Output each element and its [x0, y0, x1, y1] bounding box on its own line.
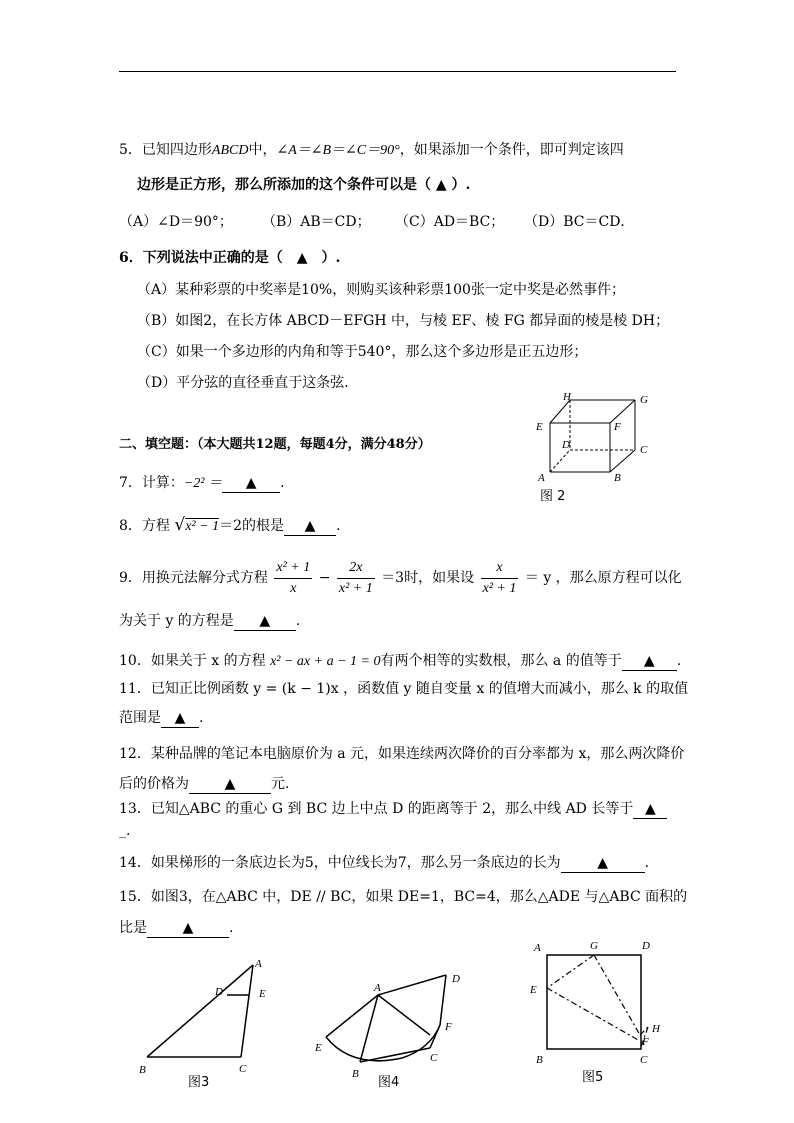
fig2-label-f: F — [614, 421, 621, 433]
q15-answer-blank[interactable]: ▲ — [147, 919, 229, 938]
figure-3-triangle — [135, 955, 275, 1075]
fig2-label-e: E — [536, 421, 543, 433]
q13-answer-blank[interactable]: ▲ — [633, 800, 667, 819]
fig3-label-d: D — [215, 986, 223, 998]
q6-option-b: （B）如图2，在长方体 ABCD－EFGH 中，与棱 EF、棱 FG 都异面的棱是棱 DH； — [137, 313, 670, 329]
q14: 14．如果梯形的一条底边长为5，中位线长为7，那么另一条底边的长为 ▲ . — [119, 855, 650, 871]
q8: 8．方程 √x² − 1＝2的根是 ▲ . — [119, 515, 341, 535]
fraction-3: $\frac{x}{\text{x² + 1}}$ — [482, 559, 517, 596]
fig3-label-a: A — [255, 958, 262, 970]
fig4-label-c: C — [430, 1052, 438, 1064]
fig4-label-a: A — [374, 982, 381, 994]
fig4-label-f: F — [445, 1021, 452, 1033]
q5-option-b: （B）AB＝CD； — [262, 214, 371, 230]
q12-answer-blank[interactable]: ▲ — [189, 775, 271, 794]
fig5-label-g: G — [590, 940, 598, 952]
q9-line2: 为关于 y 的方程是 ▲ . — [119, 613, 301, 629]
figure-2-cuboid — [530, 388, 660, 488]
q11-line1: 11．已知正比例函数 y = (k − 1)x ，函数值 y 随自变量 x 的值增大而减小，那么 k 的取值 — [119, 681, 689, 697]
q10-answer-blank[interactable]: ▲ — [622, 652, 677, 671]
q14-answer-blank[interactable]: ▲ — [561, 854, 645, 873]
figure-3-caption: 图3 — [188, 1075, 210, 1090]
fig3-label-e: E — [259, 988, 266, 1000]
q11-line2: 范围是 ▲ . — [119, 710, 204, 726]
q7: 7．计算：−2² ＝ ▲ . — [119, 475, 285, 491]
q15-line2: 比是 ▲ . — [119, 920, 234, 936]
figure-5-caption: 图5 — [582, 1070, 604, 1085]
fig5-label-d: D — [642, 940, 650, 952]
q5-option-a: （A）∠D＝90°； — [119, 214, 233, 230]
header-rule — [119, 71, 676, 72]
q10: 10．如果关于 x 的方程 x² − ax + a − 1 = 0有两个相等的实数根，那么 a 的值等于 ▲ . — [119, 653, 682, 669]
figure-2-caption: 图 2 — [540, 489, 566, 504]
q15-line1: 15．如图3，在△ABC 中，DE // BC，如果 DE=1，BC=4，那么△ADE 与△ABC 面积的 — [119, 889, 688, 905]
figure-4-caption: 图4 — [378, 1075, 400, 1090]
fig2-label-g: G — [640, 394, 648, 406]
fig3-label-c: C — [239, 1063, 247, 1075]
fig4-label-b: B — [352, 1068, 359, 1080]
q6-option-c: （C）如果一个多边形的内角和等于540°，那么这个多边形是正五边形； — [137, 344, 588, 360]
fig2-label-c: C — [640, 444, 648, 456]
q5-line1: 5．已知四边形ABCD中，∠A＝∠B＝∠C＝90°，如果添加一个条件，即可判定该四 — [119, 142, 624, 158]
fraction-1: $\frac{\text{x² + 1}}{x}$ — [276, 559, 311, 596]
figure-5-square — [528, 935, 678, 1065]
q8-answer-blank[interactable]: ▲ — [284, 517, 336, 536]
q12-line2: 后的价格为 ▲ 元. — [119, 776, 290, 792]
fig4-label-d: D — [452, 973, 460, 985]
q5-line2: 边形是正方形，那么所添加的这个条件可以是（ ▲ ）. — [137, 177, 471, 193]
q11-answer-blank[interactable]: ▲ — [161, 709, 199, 728]
q5-option-c: （C）AD＝BC； — [395, 214, 505, 230]
q13-line1: 13．已知△ABC 的重心 G 到 BC 边上中点 D 的距离等于 2，那么中线 AD 长等于 ▲ — [119, 800, 667, 819]
q5-option-d: （D）BC＝CD． — [524, 214, 635, 230]
fig2-label-h: H — [563, 391, 571, 403]
q6-stem: 6．下列说法中正确的是（ ▲ ）. — [119, 250, 341, 266]
fig2-label-d: D — [562, 439, 570, 451]
figure-4-rotation — [312, 965, 472, 1080]
q7-answer-blank[interactable]: ▲ — [222, 474, 280, 493]
fig5-label-e: E — [530, 984, 537, 996]
fig2-label-a: A — [538, 472, 545, 484]
q6-option-d: （D）平分弦的直径垂直于这条弦． — [137, 375, 359, 391]
q9-line1: 9．用换元法解分式方程 $\frac{\text{x² + 1}}{x}$ − $\frac{2x}{\text{x² + 1}}$ ＝3时，如果设 $\frac{x}{\text{x² + 1}}$ ＝ y ，那么原方程可以化 — [119, 556, 682, 600]
fig5-label-f: F — [642, 1036, 649, 1048]
fig3-label-b: B — [139, 1064, 146, 1075]
fig5-label-c: C — [640, 1054, 648, 1065]
fig5-label-h: H — [652, 1023, 660, 1035]
q6-option-a: （A）某种彩票的中奖率是10%，则购买该种彩票100张一定中奖是必然事件； — [137, 282, 625, 298]
section-2-heading: 二、填空题：（本大题共12题，每题4分，满分48分） — [119, 437, 431, 452]
q9-answer-blank[interactable]: ▲ — [234, 612, 296, 631]
fig2-label-b: B — [614, 472, 621, 484]
sqrt-sign: √ — [174, 515, 186, 535]
q12-line1: 12．某种品牌的笔记本电脑原价为 a 元，如果连续两次降价的百分率都为 x，那么两次降价 — [119, 746, 685, 762]
fraction-2: $\frac{2x}{\text{x² + 1}}$ — [338, 559, 373, 596]
fig5-label-a: A — [534, 942, 541, 954]
fig4-label-e: E — [315, 1042, 322, 1054]
q13-line2: _. — [119, 823, 131, 839]
fig5-label-b: B — [536, 1054, 543, 1065]
